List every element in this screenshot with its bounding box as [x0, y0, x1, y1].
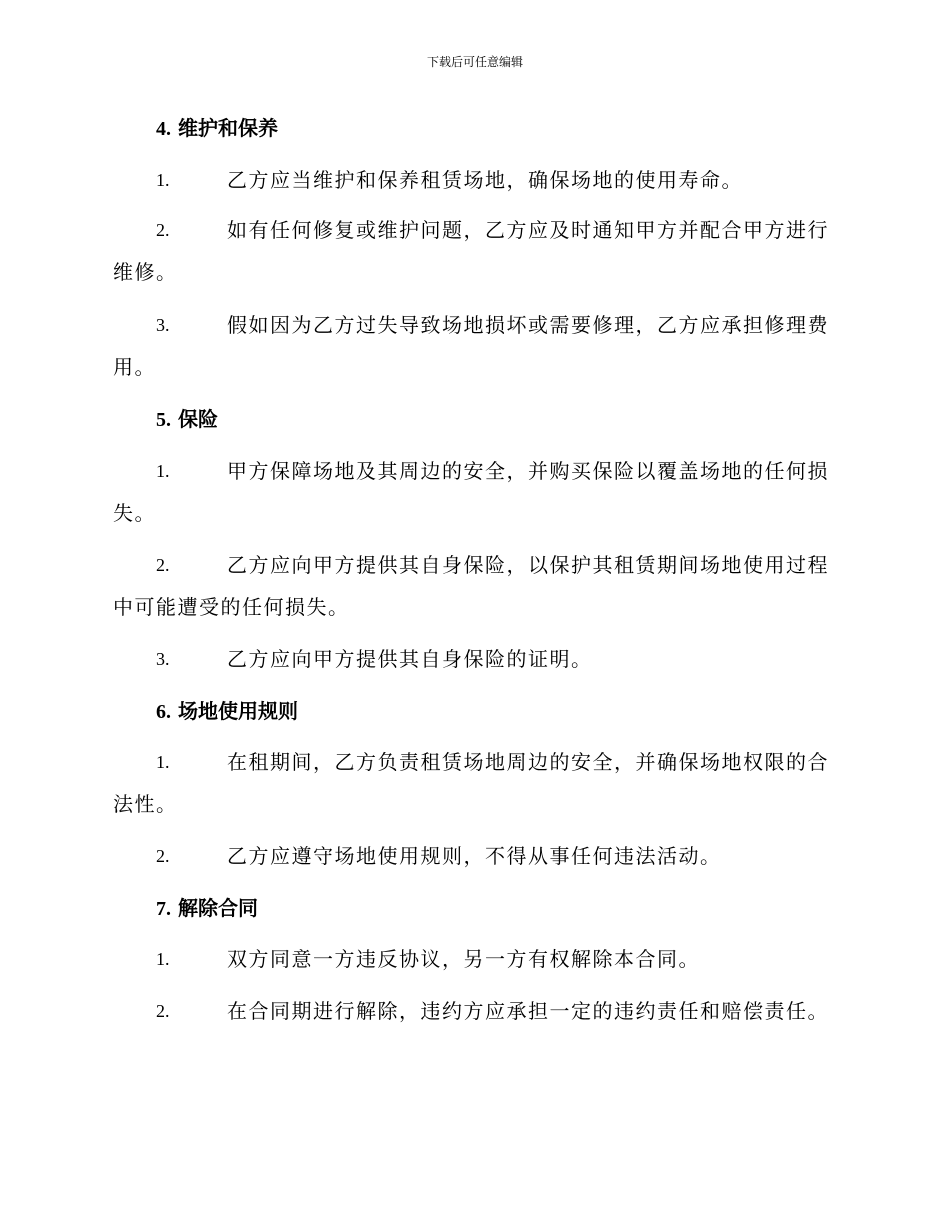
item-text: 乙方应向甲方提供其自身保险，以保护其租赁期间场地使用过程	[227, 553, 829, 577]
section-heading	[156, 114, 278, 143]
item-text: 如有任何修复或维护问题，乙方应及时通知甲方并配合甲方进行	[227, 218, 829, 242]
section-number: 6.	[156, 701, 171, 723]
item-text: 假如因为乙方过失导致场地损坏或需要修理，乙方应承担修理费	[227, 313, 829, 337]
section-title: 保险	[177, 407, 218, 431]
section-number: 7.	[156, 898, 171, 920]
page-header: 下载后可任意编辑	[426, 55, 523, 69]
item-text-continued: 中可能遭受的任何损失。	[113, 595, 350, 619]
item-text: 甲方保障场地及其周边的安全，并购买保险以覆盖场地的任何损	[227, 459, 829, 483]
item-text: 乙方应遵守场地使用规则，不得从事任何违法活动。	[227, 844, 722, 868]
section-title: 解除合同	[177, 896, 258, 920]
section-title: 维护和保养	[177, 116, 278, 140]
section-heading	[156, 405, 218, 434]
item-text-continued: 维修。	[113, 260, 178, 284]
item-text: 在租期间，乙方负责租赁场地周边的安全，并确保场地权限的合	[227, 750, 829, 774]
section-title: 场地使用规则	[177, 699, 298, 723]
item-text: 在合同期进行解除，违约方应承担一定的违约责任和赔偿责任。	[227, 999, 829, 1023]
item-number: 3.	[156, 315, 170, 335]
item-text-continued: 失。	[113, 501, 156, 525]
item-number: 1.	[156, 949, 170, 969]
section-heading	[156, 697, 298, 726]
item-number: 2.	[156, 846, 170, 866]
item-text-continued: 用。	[113, 355, 156, 379]
item-number: 2.	[156, 555, 170, 575]
section-number: 5.	[156, 409, 171, 431]
item-number: 2.	[156, 220, 170, 240]
item-text: 乙方应当维护和保养租赁场地，确保场地的使用寿命。	[227, 168, 743, 192]
item-number: 3.	[156, 649, 170, 669]
item-number: 1.	[156, 461, 170, 481]
item-text: 双方同意一方违反协议，另一方有权解除本合同。	[227, 947, 700, 971]
item-number: 1.	[156, 170, 170, 190]
section-number: 4.	[156, 118, 171, 140]
item-number: 2.	[156, 1001, 170, 1021]
item-text: 乙方应向甲方提供其自身保险的证明。	[227, 647, 593, 671]
section-heading	[156, 894, 258, 923]
item-text-continued: 法性。	[113, 792, 178, 816]
item-number: 1.	[156, 752, 170, 772]
